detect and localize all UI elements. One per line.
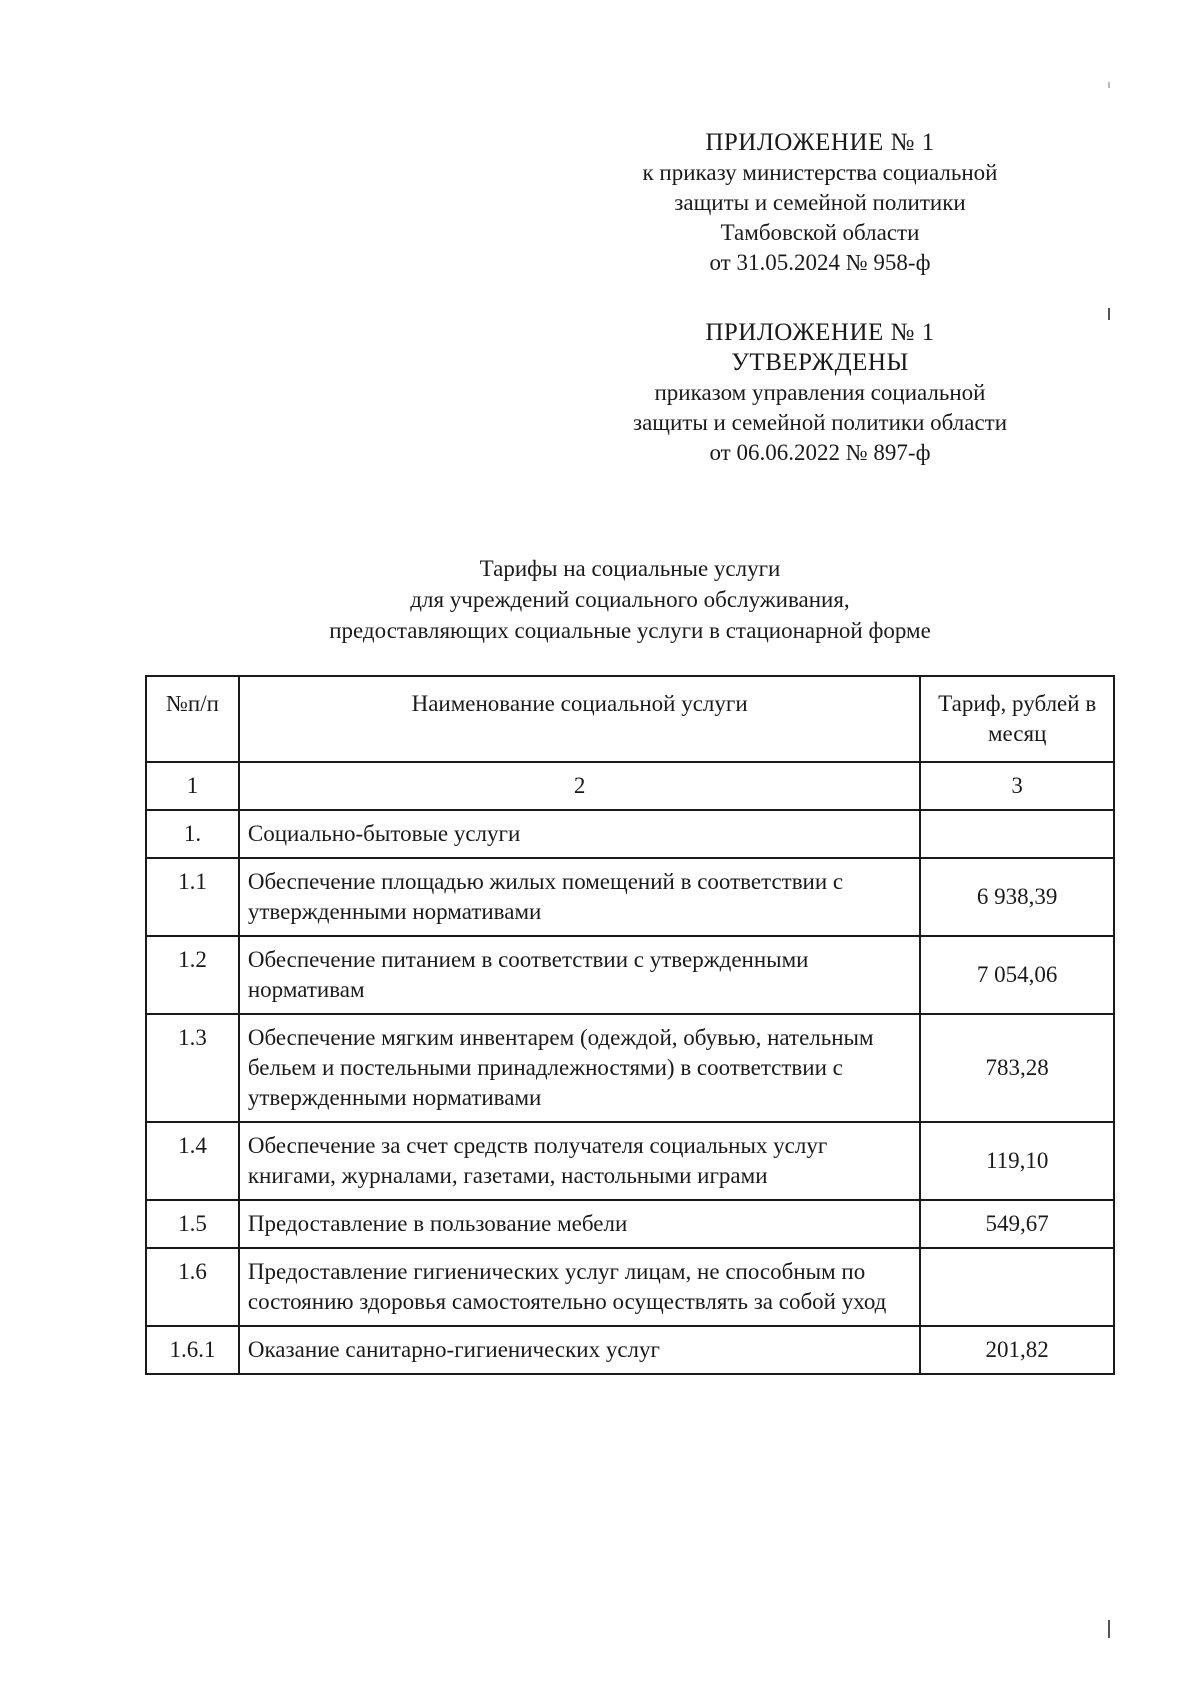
row-tariff: 119,10 bbox=[920, 1122, 1114, 1200]
appendix-current-line1: к приказу министерства социальной bbox=[642, 160, 998, 185]
row-tariff: 7 054,06 bbox=[920, 936, 1114, 1014]
row-number: 1.4 bbox=[146, 1122, 239, 1200]
appendix-current-header bbox=[560, 128, 1080, 278]
index-cell: 2 bbox=[239, 762, 920, 810]
row-tariff: 783,28 bbox=[920, 1014, 1114, 1122]
row-name: Социально-бытовые услуги bbox=[239, 810, 920, 858]
appendix-original-approved: УТВЕРЖДЕНЫ bbox=[731, 349, 909, 376]
appendix-original-line2: защиты и семейной политики области bbox=[632, 410, 1008, 435]
appendix-current-title: ПРИЛОЖЕНИЕ № 1 bbox=[705, 129, 935, 156]
row-tariff: 549,67 bbox=[920, 1200, 1114, 1248]
index-cell: 3 bbox=[920, 762, 1114, 810]
document-title bbox=[150, 553, 1110, 646]
row-number: 1.6 bbox=[146, 1248, 239, 1326]
table-row bbox=[146, 936, 1114, 1014]
appendix-original-title: ПРИЛОЖЕНИЕ № 1 bbox=[705, 319, 935, 346]
row-name: Предоставление гигиенических услуг лицам, не способным по состоянию здоровья самостоятельно осуществлять за собой уход bbox=[239, 1248, 920, 1326]
appendix-current-line3: Тамбовской области bbox=[720, 220, 920, 245]
row-name: Обеспечение площадью жилых помещений в соответствии с утвержденными нормативами bbox=[239, 858, 920, 936]
row-tariff bbox=[920, 1248, 1114, 1326]
table-row bbox=[146, 1014, 1114, 1122]
row-name: Обеспечение за счет средств получателя социальных услуг книгами, журналами, газетами, настольными играми bbox=[239, 1122, 920, 1200]
document-title-line3: предоставляющих социальные услуги в стационарной форме bbox=[329, 618, 931, 643]
row-name: Обеспечение мягким инвентарем (одеждой, обувью, нательным бельем и постельными принадлежностями) в соответствии с утвержденными нормативами bbox=[239, 1014, 920, 1122]
table-row bbox=[146, 1200, 1114, 1248]
header-number: №п/п bbox=[146, 676, 239, 762]
row-tariff: 201,82 bbox=[920, 1326, 1114, 1374]
index-cell: 1 bbox=[146, 762, 239, 810]
appendix-current-line2: защиты и семейной политики bbox=[674, 190, 966, 215]
table-header-row bbox=[146, 676, 1114, 762]
tariff-table bbox=[145, 675, 1115, 1375]
row-name: Оказание санитарно-гигиенических услуг bbox=[239, 1326, 920, 1374]
appendix-original-line3: от 06.06.2022 № 897-ф bbox=[709, 440, 931, 465]
scan-artifact bbox=[1108, 82, 1110, 88]
row-name: Предоставление в пользование мебели bbox=[239, 1200, 920, 1248]
row-number: 1.6.1 bbox=[146, 1326, 239, 1374]
row-number: 1.1 bbox=[146, 858, 239, 936]
table-row bbox=[146, 810, 1114, 858]
header-tariff: Тариф, рублей в месяц bbox=[920, 676, 1114, 762]
row-tariff bbox=[920, 810, 1114, 858]
table-row bbox=[146, 1326, 1114, 1374]
scan-artifact bbox=[1108, 308, 1110, 320]
appendix-current-line4: от 31.05.2024 № 958-ф bbox=[709, 250, 931, 275]
scan-artifact bbox=[1108, 1620, 1110, 1638]
row-name: Обеспечение питанием в соответствии с утвержденными нормативам bbox=[239, 936, 920, 1014]
appendix-original-header bbox=[560, 318, 1080, 468]
row-tariff: 6 938,39 bbox=[920, 858, 1114, 936]
document-title-line2: для учреждений социального обслуживания, bbox=[410, 587, 850, 612]
document-title-line1: Тарифы на социальные услуги bbox=[479, 556, 781, 581]
appendix-original-line1: приказом управления социальной bbox=[654, 380, 986, 405]
table-row bbox=[146, 858, 1114, 936]
row-number: 1.5 bbox=[146, 1200, 239, 1248]
table-row bbox=[146, 1248, 1114, 1326]
table-row bbox=[146, 1122, 1114, 1200]
row-number: 1. bbox=[146, 810, 239, 858]
row-number: 1.2 bbox=[146, 936, 239, 1014]
header-name: Наименование социальной услуги bbox=[239, 676, 920, 762]
table-index-row bbox=[146, 762, 1114, 810]
row-number: 1.3 bbox=[146, 1014, 239, 1122]
